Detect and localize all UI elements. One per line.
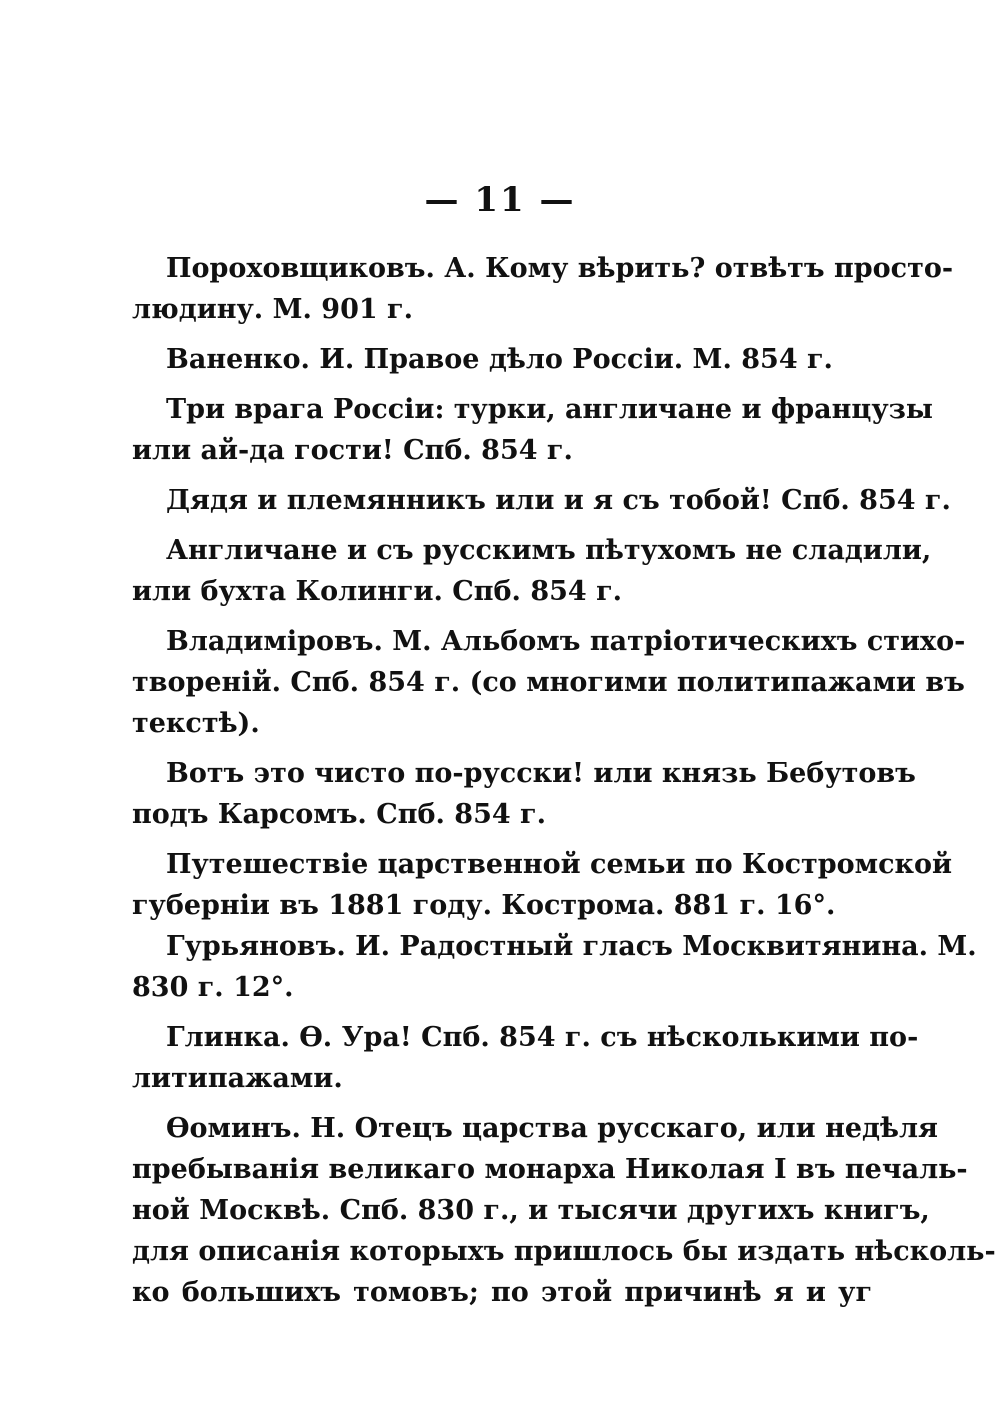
text-line: пребыванія великаго монарха Николая I въ печаль- (132, 1154, 968, 1185)
text-line: Три врага Россіи: турки, англичане и французы (166, 394, 933, 425)
bibliography-entry (132, 753, 916, 835)
text-line: Ваненко. И. Правое дѣло Россіи. М. 854 г. (166, 344, 833, 375)
text-line: литипажами. (132, 1063, 343, 1094)
bibliography-text (132, 248, 996, 1322)
bibliography-entry (132, 1108, 996, 1313)
text-line: людину. М. 901 г. (132, 294, 413, 325)
text-line: твореній. Спб. 854 г. (со многими политипажами въ (132, 667, 965, 698)
bibliography-entry (132, 339, 872, 380)
text-line: Глинка. Ѳ. Ура! Спб. 854 г. съ нѣсколькими по- (166, 1022, 919, 1053)
text-line: или бухта Колинги. Спб. 854 г. (132, 576, 623, 607)
text-line: текстѣ). (132, 708, 260, 739)
text-line: подъ Карсомъ. Спб. 854 г. (132, 799, 546, 830)
text-line: Вотъ это чисто по-русски! или князь Бебутовъ (166, 758, 916, 789)
text-line: для описанія которыхъ пришлось бы издать нѣсколь- (132, 1236, 996, 1267)
text-line: Гурьяновъ. И. Радостный гласъ Москвитянина. М. (166, 931, 977, 962)
bibliography-entry (132, 621, 966, 744)
text-line: Путешествіе царственной семьи по Костромской (166, 849, 953, 880)
text-line: Ѳоминъ. Н. Отецъ царства русскаго, или недѣля (166, 1113, 939, 1144)
text-line: Владиміровъ. М. Альбомъ патріотическихъ стихо- (166, 626, 966, 657)
bibliography-entry (132, 844, 977, 1008)
text-line: Англичане и съ русскимъ пѣтухомъ не сладили, (166, 535, 932, 566)
text-line: ной Москвѣ. Спб. 830 г., и тысячи другихъ книгъ, (132, 1195, 930, 1226)
bibliography-entry (132, 248, 954, 330)
bibliography-entry (132, 1017, 919, 1099)
text-line: 830 г. 12°. (132, 972, 294, 1003)
bibliography-entry (132, 389, 933, 471)
text-line: Пороховщиковъ. А. Кому вѣрить? отвѣтъ просто- (166, 253, 954, 284)
text-line: Дядя и племянникъ или и я съ тобой! Спб. 854 г. (166, 485, 951, 516)
text-line: губерніи въ 1881 году. Кострома. 881 г. 16°. (132, 890, 836, 921)
bibliography-entry (132, 480, 951, 521)
text-line: ко большихъ томовъ; по этой причинѣ я и уг (132, 1277, 872, 1308)
text-line: или ай-да гости! Спб. 854 г. (132, 435, 573, 466)
bibliography-entry (132, 530, 932, 612)
page-number: — 11 — (424, 180, 576, 220)
